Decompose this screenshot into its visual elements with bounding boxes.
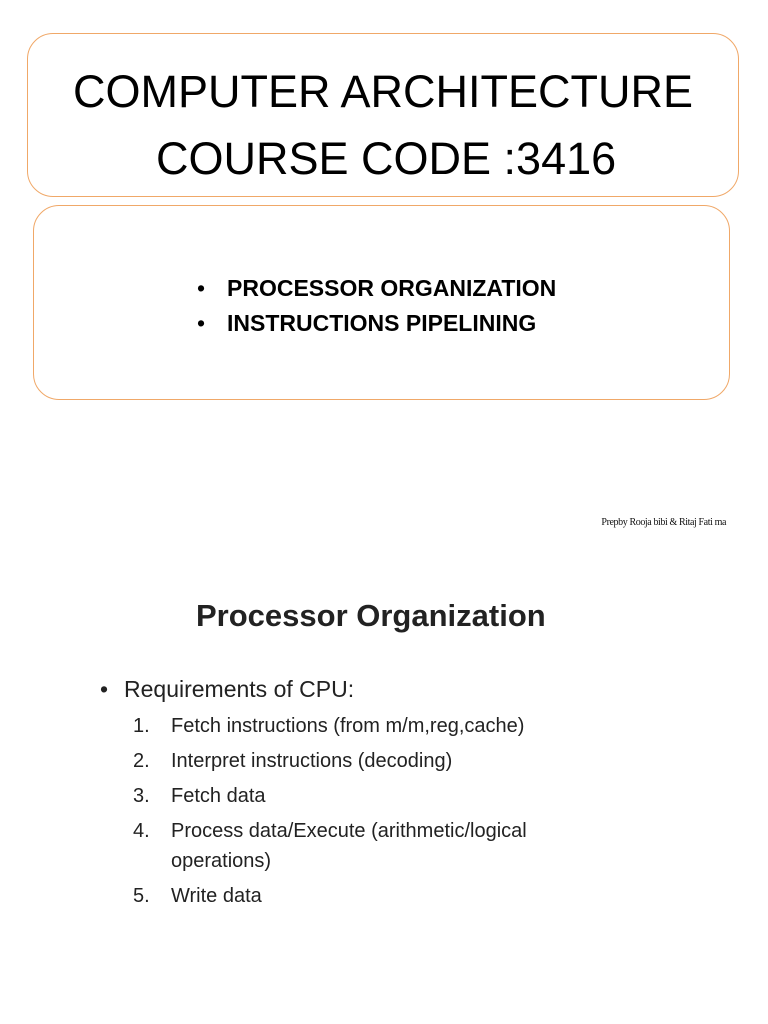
author-credit: Prepby Rooja bibi & Ritaj Fati ma	[601, 517, 726, 528]
list-text: Write data	[171, 885, 262, 907]
title-box	[27, 33, 739, 197]
slide-heading: Processor Organization	[196, 598, 546, 633]
bullet-icon: •	[100, 676, 109, 702]
topic-label: INSTRUCTIONS PIPELINING	[227, 310, 537, 336]
title-line-2: COURSE CODE :3416	[156, 133, 617, 184]
list-text: Process data/Execute (arithmetic/logical	[171, 820, 527, 842]
requirements-list	[133, 716, 527, 921]
list-number: 2.	[133, 750, 150, 772]
topic-item	[197, 312, 536, 335]
requirements-item	[100, 678, 354, 701]
requirements-label: Requirements of CPU:	[124, 676, 355, 702]
list-number: 4.	[133, 820, 150, 842]
topic-label: PROCESSOR ORGANIZATION	[227, 275, 557, 301]
list-number: 1.	[133, 715, 150, 737]
list-item	[133, 786, 527, 806]
list-item	[133, 821, 527, 871]
list-item	[133, 716, 527, 736]
topics-box	[33, 205, 730, 400]
topic-item	[197, 277, 556, 300]
list-text: Interpret instructions (decoding)	[171, 750, 453, 772]
list-text-continuation: operations)	[171, 850, 272, 872]
list-item	[133, 886, 527, 906]
bullet-icon: •	[197, 275, 206, 301]
bullet-icon: •	[197, 310, 206, 336]
list-text: Fetch data	[171, 785, 266, 807]
list-number: 3.	[133, 785, 150, 807]
list-number: 5.	[133, 885, 150, 907]
list-text: Fetch instructions (from m/m,reg,cache)	[171, 715, 525, 737]
list-item	[133, 751, 527, 771]
title-line-1: COMPUTER ARCHITECTURE	[73, 66, 694, 117]
